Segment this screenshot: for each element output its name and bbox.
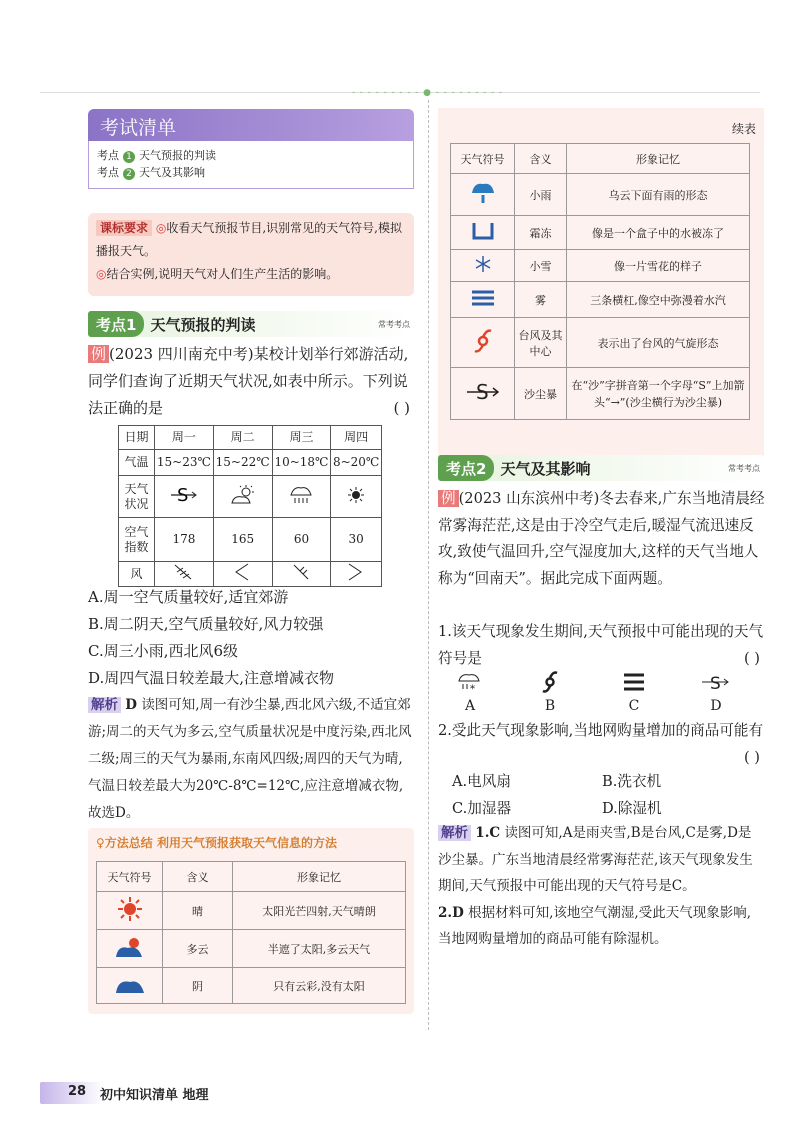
- section-1-header: 考点1 天气预报的判读 常考考点: [88, 311, 414, 337]
- page-number: 28: [68, 1084, 87, 1099]
- option-b: B.周二阴天,空气质量较好,风力较强: [88, 615, 324, 633]
- svg-text:S: S: [176, 484, 189, 506]
- q2-options: A.电风扇 B.洗衣机 C.加湿器 D.除湿机: [452, 773, 662, 817]
- typhoon-icon: [538, 670, 562, 694]
- svg-text:*: *: [470, 684, 475, 694]
- svg-text:S: S: [475, 380, 489, 404]
- example-tag: 例: [438, 490, 459, 507]
- light-snow-icon: [451, 250, 515, 282]
- req-line-1: 收看天气预报节目,识别常见的天气符号,模拟播报天气。: [96, 221, 402, 258]
- req-line-2: 结合实例,说明天气对人们生产生活的影响。: [106, 267, 339, 281]
- wind-se4-icon: [272, 562, 331, 587]
- exam-list-box: [88, 141, 414, 189]
- req-tag: 课标要求: [96, 220, 152, 236]
- overcast-icon: [97, 968, 163, 1004]
- sandstorm-icon: [451, 368, 515, 420]
- wind-nw2-icon: [213, 562, 272, 587]
- cloudy-icon: [97, 930, 163, 968]
- analysis-tag: 解析: [438, 825, 471, 841]
- bullet-icon: ◎: [155, 221, 167, 235]
- option-b-symbol: B: [532, 670, 568, 714]
- sleet-icon: [455, 670, 485, 694]
- continued-table-panel: [438, 108, 764, 468]
- fog-icon: [622, 670, 646, 694]
- options-1: [88, 584, 418, 692]
- method-table: 天气符号 含义 形象记忆 晴 太阳光芒四射,天气晴朗 多云 半遮了太阳,多云天气 阴 只有云彩,没有太阳: [96, 861, 406, 1004]
- exam-list-title: 考试清单: [88, 109, 414, 141]
- question-1: 1.该天气现象发生期间,天气预报中可能出现的天气符号是 ( ): [438, 623, 764, 667]
- sunny-icon: [331, 476, 382, 518]
- continued-label: 续表: [731, 122, 756, 136]
- weather-table: 日期 周一 周二 周三 周四 气温 15~23℃ 15~22℃ 10~18℃ 8~20℃ 天气状况 S 空气指数 178 165 60 30 风: [118, 425, 382, 587]
- sunny-red-icon: [97, 892, 163, 930]
- method-summary: ♀方法总结 利用天气预报获取天气信息的方法 天气符号 含义 形象记忆 晴 太阳光芒四射,天气晴朗 多云 半遮了太阳,多云天气 阴 只有云彩,没有太阳: [88, 828, 414, 1014]
- top-ornament: - - - - - - - - - ● - - - - - - - - -: [352, 88, 504, 98]
- option-a-symbol: * A: [452, 670, 488, 714]
- sandstorm-icon: [701, 670, 731, 694]
- option-d: D.周四气温日较差最大,注意增减衣物: [88, 669, 335, 687]
- example-2: 例 (2023 山东滨州中考)冬去春来,广东当地清晨经常雾海茫茫,这是由于冷空气走后,暖湿气流迅速反攻,致使气温回升,空气湿度加大,这样的天气当地人称为“回南天”。据此完成下面两题。: [438, 490, 765, 587]
- svg-text:S: S: [710, 674, 721, 694]
- wind-icon: [331, 562, 382, 587]
- analysis-2: 解析 1.C 读图可知,A是雨夹雪,B是台风,C是雾,D是沙尘暴。广东当地清晨经常雾海茫茫,该天气现象发生期间,天气预报中可能出现的天气符号是C。 2.D 根据材料可知,该地空气潮湿,受此天气现象影响,当地网购量增加的商品可能有除湿机。: [438, 825, 753, 947]
- bulb-icon: ♀: [96, 836, 105, 850]
- footer-title: 初中知识清单 地理: [100, 1088, 209, 1103]
- option-a: A.周一空气质量较好,适宜郊游: [88, 588, 289, 606]
- symbol-table: 天气符号 含义 形象记忆 小雨 乌云下面有雨的形态 霜冻 像是一个盒子中的水被冻了 小雪 像一片雪花的样子 雾 三条横杠,像空中弥漫着水汽 台风及其中心 表示出了台风的气旋形态 S 沙尘暴 在“沙”字拼音第一个字母“S”上加箭头“→”(沙尘横行为沙尘暴): [450, 143, 750, 420]
- column-divider: [428, 100, 429, 1030]
- exam-point-1: 考点 1 天气预报的判读: [97, 149, 216, 162]
- question-2: 2.受此天气现象影响,当地网购量增加的商品可能有 ( ): [438, 722, 764, 766]
- frost-icon: [451, 216, 515, 250]
- analysis-1: 解析 D 读图可知,周一有沙尘暴,西北风六级,不适宜郊游;周二的天气为多云,空气质量状况是中度污染,西北风二级;周三的天气为暴雨,东南风四级;周四的天气为晴,气温日较差最大为20℃-8℃=12℃,应注意增减衣物,故选D。: [88, 697, 412, 821]
- bullet-icon: ◎: [96, 267, 107, 281]
- fog-icon: [451, 282, 515, 318]
- q1-symbols: [452, 670, 752, 718]
- exam-point-2: 考点 2 天气及其影响: [97, 166, 205, 179]
- example-tag: 例: [88, 345, 109, 363]
- wind-nw6-icon: [155, 562, 214, 587]
- section-2-header: 考点2 天气及其影响 常考考点: [438, 455, 764, 481]
- option-d-symbol: S D: [698, 670, 734, 714]
- partly-cloudy-icon: [213, 476, 272, 518]
- light-rain-icon: [451, 174, 515, 216]
- example-1: 例 (2023 四川南充中考)某校计划举行郊游活动,同学们查询了近期天气状况,如表中所示。下列说法正确的是 ( ): [88, 345, 410, 417]
- curriculum-requirements: [88, 213, 414, 296]
- option-c-symbol: C: [616, 670, 652, 714]
- option-c: C.周三小雨,西北风6级: [88, 642, 239, 660]
- sandstorm-icon: [155, 476, 214, 518]
- rain-icon: [272, 476, 331, 518]
- analysis-tag: 解析: [88, 697, 121, 713]
- typhoon-icon: [451, 318, 515, 368]
